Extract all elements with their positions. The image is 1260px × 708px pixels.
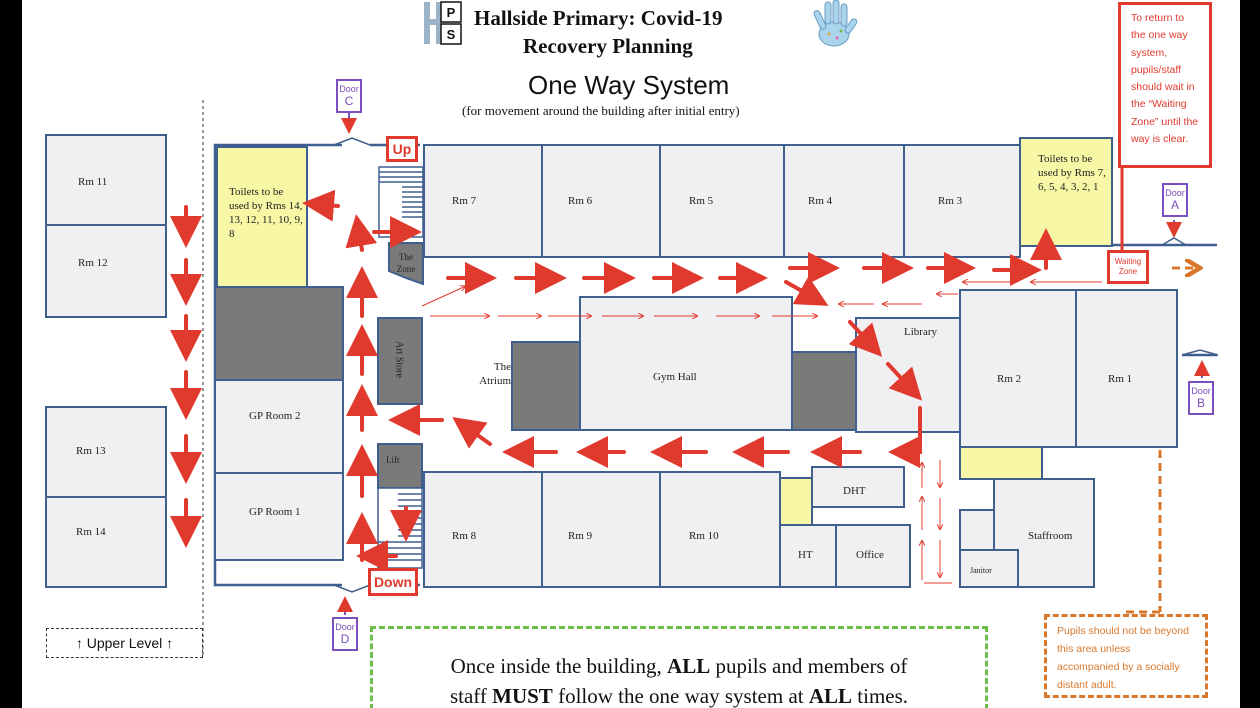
room-rm13 — [46, 407, 166, 497]
hand-icon — [807, 0, 861, 48]
door-d-word: Door — [335, 622, 355, 632]
room-rm6 — [542, 145, 660, 257]
return-note: To return to the one way system, pupils/staff should wait in the “Waiting Zone” until the way is clear. — [1118, 2, 1212, 168]
room-rm9 — [542, 472, 660, 587]
label-the-zone: The Zone — [396, 252, 416, 274]
room-gp2 — [215, 380, 343, 473]
label-rm12: Rm 12 — [78, 257, 108, 269]
room-small — [960, 510, 994, 550]
label-rm3: Rm 3 — [938, 195, 963, 207]
label-rm8: Rm 8 — [452, 530, 477, 542]
footer-note — [370, 626, 988, 708]
door-b — [1188, 381, 1214, 415]
label-rm9: Rm 9 — [568, 530, 593, 542]
footer-text: follow the one way system at — [552, 684, 809, 708]
room-rm12 — [46, 225, 166, 317]
room-rm4 — [784, 145, 904, 257]
footer-text: pupils and members of — [710, 654, 908, 678]
store-gym — [792, 352, 856, 430]
logo-letter-s: S — [446, 27, 456, 42]
label-rm10: Rm 10 — [689, 530, 719, 542]
room-rm14 — [46, 497, 166, 587]
room-rm7 — [424, 145, 542, 257]
page-title: Hallside Primary: Covid-19 — [474, 6, 723, 30]
door-b-letter: B — [1196, 396, 1205, 410]
label-library: Library — [904, 326, 937, 338]
stairs-up-label: Up — [386, 136, 418, 162]
footer-text: Once inside the building, — [450, 654, 668, 678]
label-rm11: Rm 11 — [78, 176, 108, 188]
gym-hall — [580, 297, 792, 430]
label-toilets-right: Toilets to be used by Rms 7, 6, 5, 4, 3, 2, 1 — [1038, 153, 1106, 193]
label-rm14: Rm 14 — [76, 526, 106, 538]
label-rm2: Rm 2 — [997, 373, 1022, 385]
floor-plan-page — [22, 0, 1240, 708]
logo-letter-p: P — [446, 5, 456, 20]
footer-text: staff — [449, 684, 493, 708]
label-rm6: Rm 6 — [568, 195, 593, 207]
label-gp-room-2: GP Room 2 — [249, 410, 301, 422]
label-toilets-left: Toilets to be used by Rms 14, 13, 12, 11, 10, 9, 8 — [229, 186, 303, 240]
room-rm10 — [660, 472, 780, 587]
door-a-word: Door — [1165, 188, 1185, 198]
page-heading: One Way System — [528, 70, 730, 100]
label-art-store: Art Store — [393, 341, 405, 378]
upper-level-label — [46, 628, 203, 658]
room-rm5 — [660, 145, 784, 257]
footer-emphasis: ALL — [808, 684, 853, 708]
label-rm5: Rm 5 — [689, 195, 714, 207]
store-left — [215, 287, 343, 380]
label-gym-hall: Gym Hall — [653, 371, 697, 383]
label-dht: DHT — [843, 485, 866, 497]
label-rm4: Rm 4 — [808, 195, 833, 207]
toilets-office — [780, 478, 812, 525]
lift — [378, 444, 422, 488]
door-c-letter: C — [344, 94, 354, 108]
waiting-zone: Waiting Zone — [1107, 250, 1149, 284]
school-logo-icon — [423, 0, 467, 46]
door-c-word: Door — [339, 84, 359, 94]
label-the-atrium: The Atrium — [479, 361, 511, 387]
left-annex — [46, 135, 166, 587]
label-rm7: Rm 7 — [452, 195, 477, 207]
footer-line-1 — [373, 651, 985, 681]
stairs-top — [379, 167, 423, 237]
label-rm13: Rm 13 — [76, 445, 106, 457]
room-rm2 — [960, 290, 1076, 447]
label-janitor: Janitor — [970, 566, 992, 575]
up-arrow-icon: ↑ — [75, 635, 83, 651]
page-subtitle: (for movement around the building after initial entry) — [462, 103, 740, 118]
room-rm1 — [1076, 290, 1177, 447]
toilets-staff — [960, 447, 1042, 479]
label-staffroom: Staffroom — [1028, 530, 1073, 542]
door-b-word: Door — [1191, 386, 1211, 396]
label-ht: HT — [798, 549, 813, 561]
label-gp-room-1: GP Room 1 — [249, 506, 301, 518]
footer-emphasis: MUST — [492, 684, 553, 708]
footer-text: times. — [852, 684, 909, 708]
upper-level-text: Upper Level — [86, 635, 163, 651]
door-a — [1162, 183, 1188, 217]
label-rm1: Rm 1 — [1108, 373, 1133, 385]
room-rm8 — [424, 472, 542, 587]
door-c — [336, 79, 362, 113]
up-arrow-icon: ↑ — [166, 635, 174, 651]
label-lift: Lift — [386, 455, 400, 465]
footer-emphasis: ALL — [667, 654, 711, 678]
page-title-line2: Recovery Planning — [523, 34, 693, 58]
footer-line-2 — [373, 681, 985, 708]
door-a-letter: A — [1170, 198, 1179, 212]
store-atrium — [512, 342, 580, 430]
door-d-letter: D — [340, 632, 350, 646]
door-d — [332, 617, 358, 651]
pupils-boundary-note: Pupils should not be beyond this area unless accompanied by a socially distant adult. — [1044, 614, 1208, 698]
stairs-down-label: Down — [368, 568, 418, 596]
label-office: Office — [856, 549, 884, 561]
